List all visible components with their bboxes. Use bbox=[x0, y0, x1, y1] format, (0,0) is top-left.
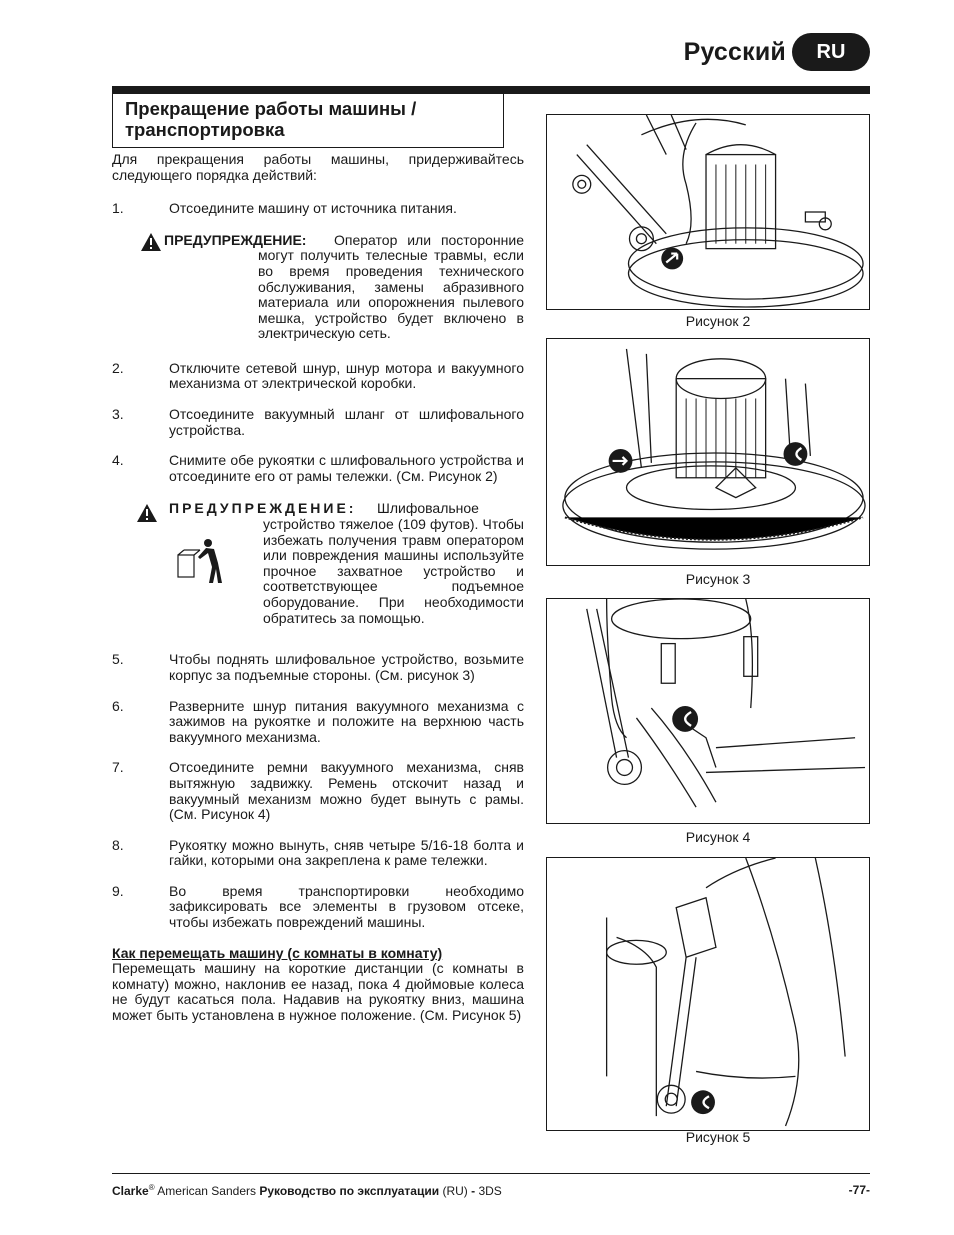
language-badge: RU bbox=[792, 33, 870, 71]
footer-reg: ® bbox=[148, 1183, 155, 1192]
figure-5 bbox=[546, 857, 870, 1131]
step-text: Разверните шнур питания вакуумного механизма с зажимов на рукоятке и положите на верхнюю часть вакуумного механизма. bbox=[169, 697, 524, 745]
figure-2 bbox=[546, 114, 870, 310]
page-number: -77- bbox=[848, 1183, 870, 1197]
figure-3-caption: Рисунок 3 bbox=[685, 571, 751, 587]
footer-left bbox=[112, 1183, 502, 1198]
header-rule bbox=[112, 86, 870, 94]
step-4 bbox=[112, 453, 524, 484]
figure-4-caption: Рисунок 4 bbox=[685, 829, 751, 845]
lifting-person-icon bbox=[176, 537, 222, 587]
footer-company: American Sanders bbox=[154, 1184, 260, 1198]
step-8 bbox=[112, 838, 524, 869]
warning-2 bbox=[112, 499, 524, 639]
step-text: Во время транспортировки необходимо зафиксировать все элементы в грузовом отсеке, чтобы избежать повреждений машины. bbox=[169, 882, 524, 931]
step-text: Чтобы поднять шлифовальное устройство, возьмите корпус за подъемные стороны. (См. рисунок 3) bbox=[169, 651, 524, 683]
footer-dash: - bbox=[471, 1184, 476, 1198]
warning-label: ПРЕДУПРЕЖДЕНИЕ: bbox=[169, 500, 357, 517]
step-9 bbox=[112, 884, 524, 931]
step-number: 7. bbox=[112, 759, 124, 776]
move-title: Как перемещать машину (с комнаты в комнату) bbox=[112, 944, 443, 961]
footer-lang: (RU) bbox=[439, 1184, 472, 1198]
warning-1 bbox=[112, 231, 524, 351]
figure-5-caption: Рисунок 5 bbox=[685, 1129, 751, 1145]
footer-manual: Руководство по эксплуатации bbox=[259, 1184, 440, 1198]
step-number: 1. bbox=[112, 200, 124, 217]
step-text: Рукоятку можно вынуть, сняв четыре 5/16-18 болта и гайки, которыми она закреплена к раме тележки. bbox=[169, 836, 524, 869]
warning-text: Оператор или посторонние могут получить телесные травмы, если во время проведения технического обслуживания, замены абразивного материала или опорожнения пылевого мешка, устройство будет включено в электрическую сеть. bbox=[258, 231, 524, 342]
section-title-box bbox=[112, 94, 504, 148]
step-text: Отключите сетевой шнур, шнур мотора и вакуумного механизма от электрической коробки. bbox=[169, 359, 524, 392]
language-title: Русский bbox=[683, 37, 786, 66]
warning-triangle-icon bbox=[136, 503, 158, 523]
warning-text: Шлифовальное устройство тяжелое (109 футов). Чтобы избежать получения травм оператором или повреждения машины используйте прочное захватное устройство и соответствующее подъемное оборудование. При необходимости обратитесь за помощью. bbox=[263, 500, 524, 626]
footer-brand: Clarke bbox=[112, 1184, 149, 1198]
step-5 bbox=[112, 652, 524, 683]
section-title-line1: Прекращение работы машины / bbox=[125, 98, 417, 119]
language-header bbox=[684, 33, 870, 71]
step-6 bbox=[112, 699, 524, 746]
left-column bbox=[112, 152, 524, 1024]
step-number: 9. bbox=[112, 882, 124, 899]
step-number: 6. bbox=[112, 697, 124, 714]
figure-2-caption: Рисунок 2 bbox=[685, 313, 751, 329]
step-number: 5. bbox=[112, 651, 124, 668]
step-text: Отсоедините вакуумный шланг от шлифовального устройства. bbox=[169, 405, 524, 438]
footer-model: 3DS bbox=[475, 1184, 502, 1198]
warning-label: ПРЕДУПРЕЖДЕНИЕ: bbox=[164, 231, 307, 248]
step-2 bbox=[112, 361, 524, 392]
step-3 bbox=[112, 407, 524, 438]
warning-triangle-icon bbox=[140, 232, 162, 252]
step-text: Отсоедините ремни вакуумного механизма, сняв вытяжную задвижку. Ремень отскочит назад и вакуумный механизм можно будет вынуть с рамы. (См. Рисунок 4) bbox=[169, 759, 524, 823]
step-1 bbox=[112, 201, 524, 217]
step-text: Снимите обе рукоятки с шлифовального устройства и отсоедините его от рамы тележки. (См. Рисунок 2) bbox=[169, 452, 524, 484]
step-7 bbox=[112, 760, 524, 822]
step-text: Отсоедините машину от источника питания. bbox=[169, 200, 457, 217]
step-number: 2. bbox=[112, 359, 124, 376]
figure-4 bbox=[546, 598, 870, 824]
figure-3 bbox=[546, 338, 870, 566]
step-number: 8. bbox=[112, 836, 124, 853]
footer-rule bbox=[112, 1173, 870, 1174]
step-number: 3. bbox=[112, 405, 124, 422]
section-title-line2: транспортировка bbox=[125, 119, 285, 140]
intro-text: Для прекращения работы машины, придерживайтесь следующего порядка действий: bbox=[112, 151, 524, 183]
move-text: Перемещать машину на короткие дистанции (с комнаты в комнату) можно, наклонив ее назад, пока 4 дюймовые колеса не будут касаться пола. Надавив на рукоятку вниз, машина может быть установлена в нужное положение. (См. Рисунок 5) bbox=[112, 960, 524, 1024]
footer bbox=[112, 1183, 870, 1198]
step-number: 4. bbox=[112, 452, 124, 469]
